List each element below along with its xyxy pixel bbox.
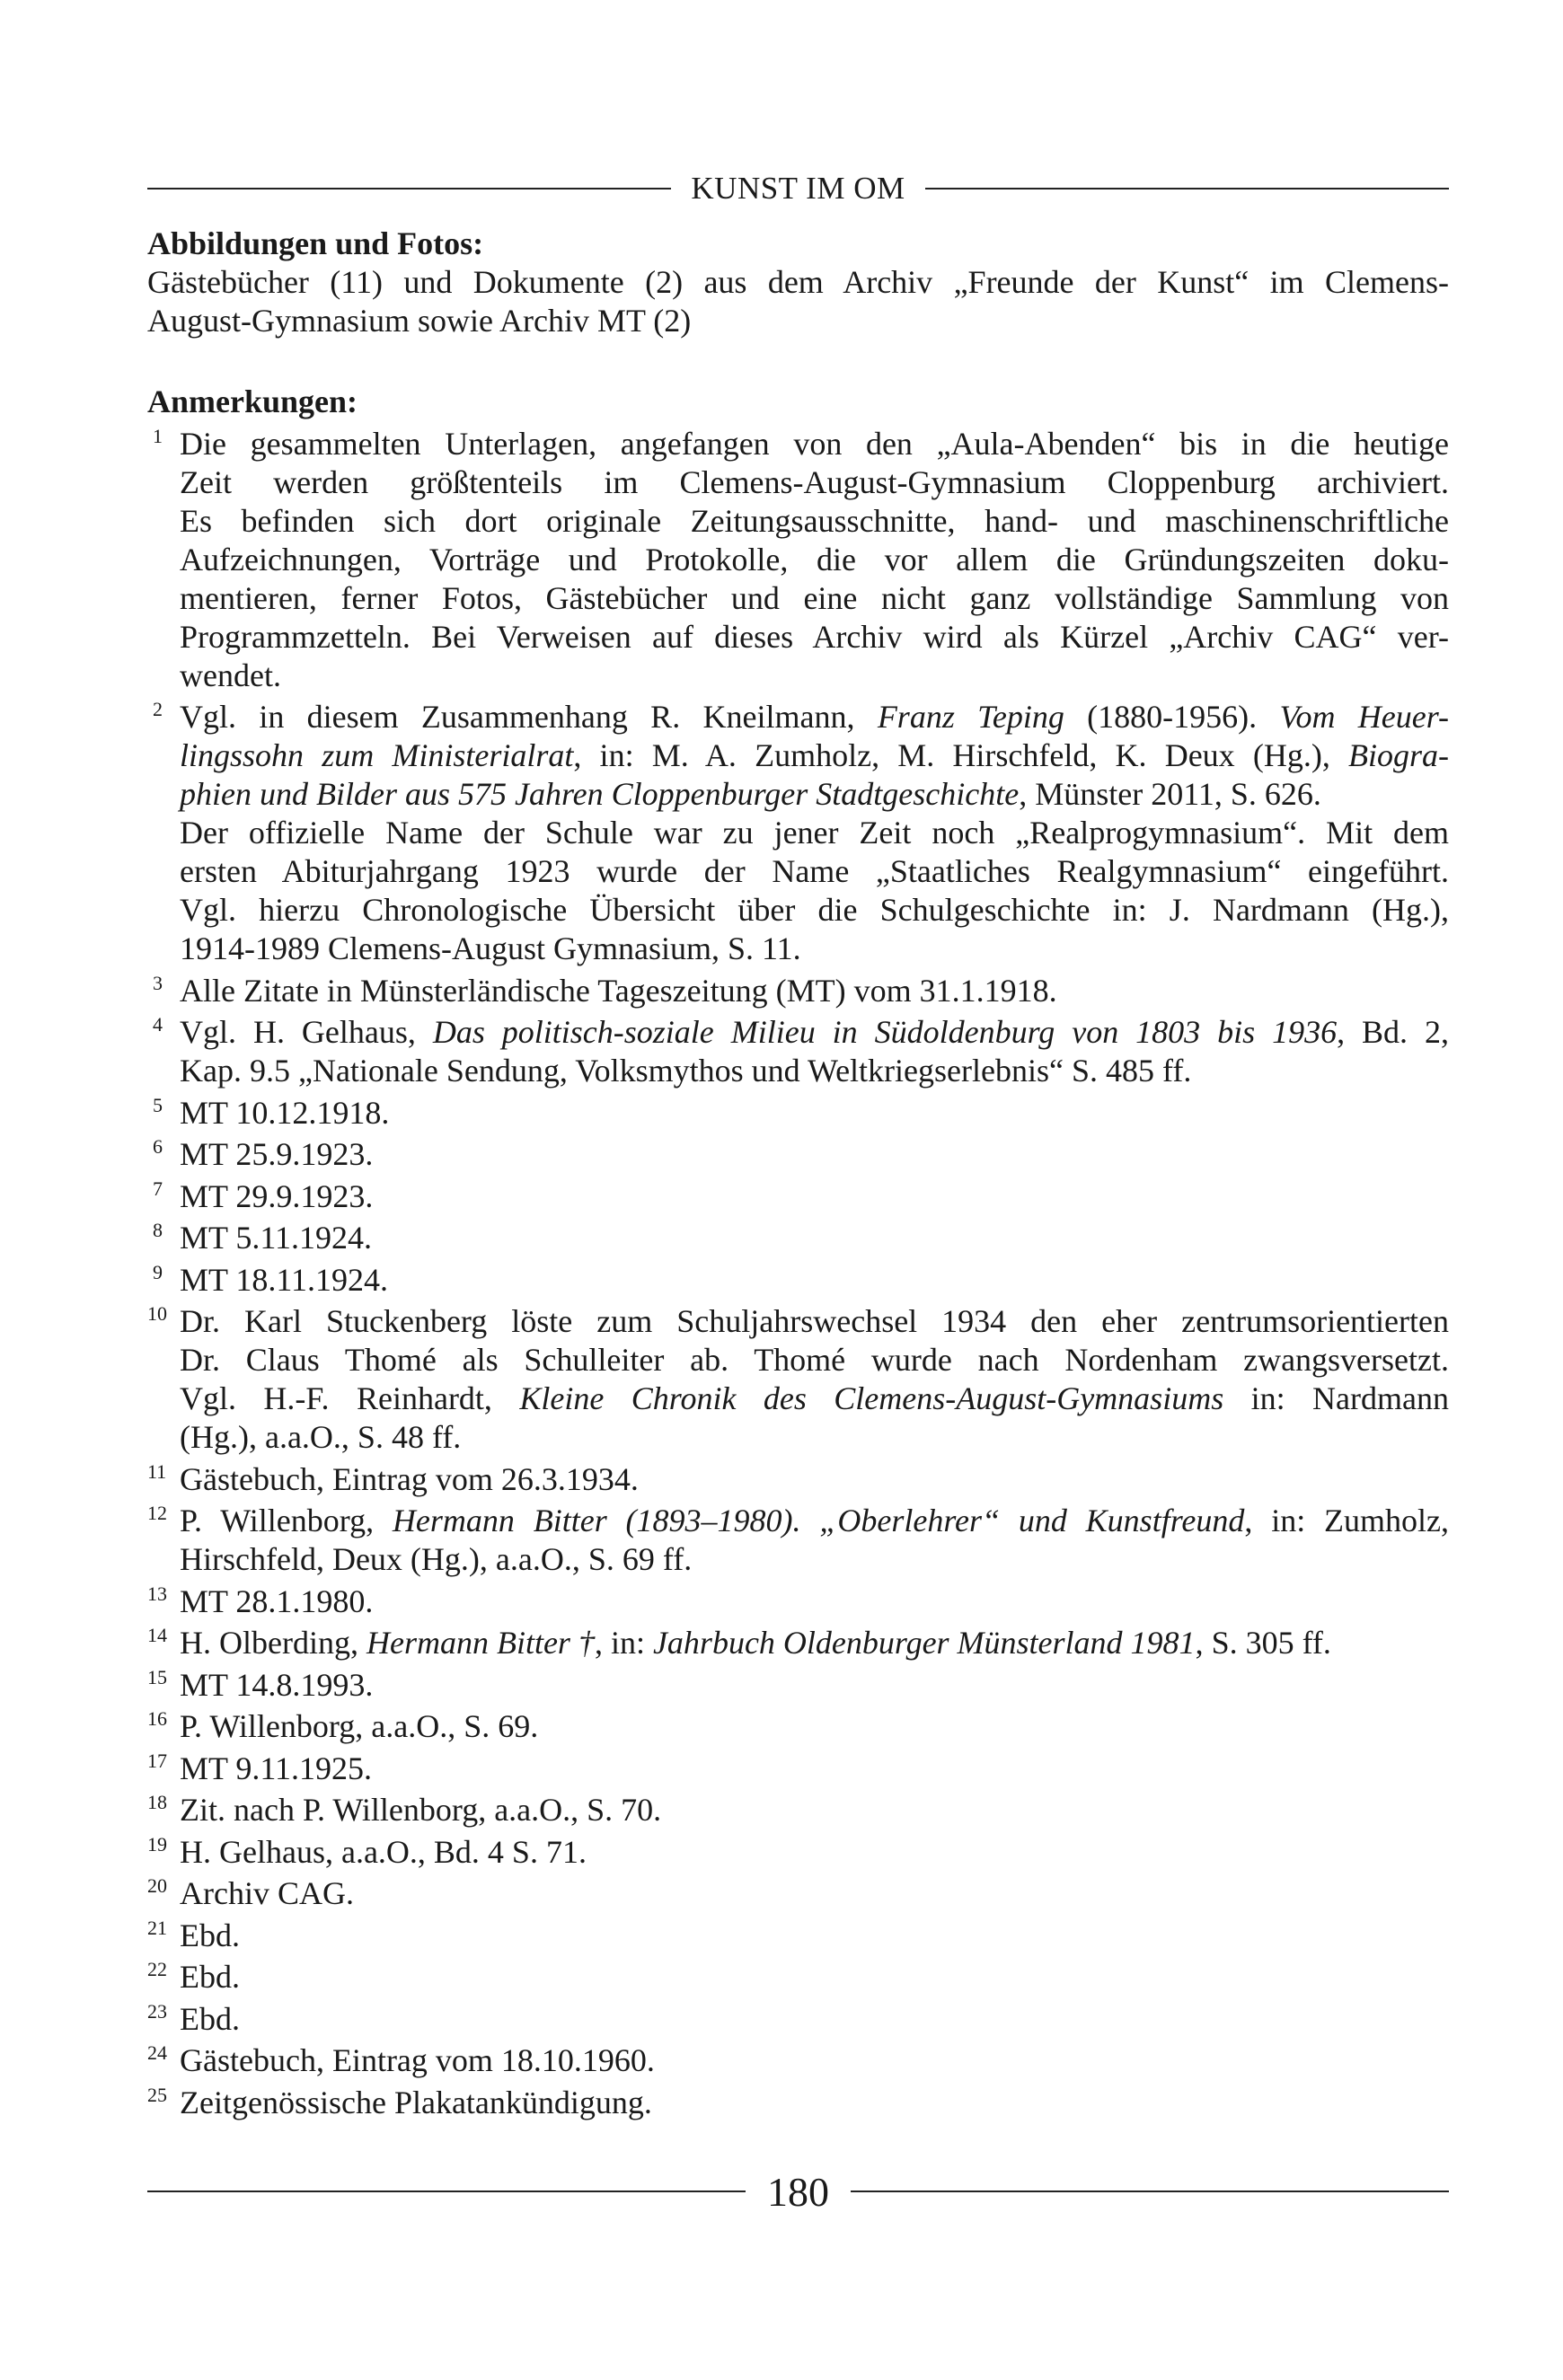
text-run: Dr. Karl Stuckenberg löste zum Schuljahrswechsel 1934 den eher zentrumsorientierten: [180, 1303, 1449, 1339]
running-head-title: KUNST IM OM: [691, 171, 905, 206]
text-run: , Bd. 2,: [1337, 1014, 1449, 1050]
footnote-line: [180, 2000, 1449, 2039]
text-run: , in:: [594, 1625, 653, 1661]
footnote: [147, 1666, 1449, 1705]
footnote: [147, 1135, 1449, 1174]
footnote: [147, 1177, 1449, 1216]
footnote-line: [180, 1094, 1449, 1133]
footnote-number: 21: [147, 1916, 167, 1939]
text-run: mentieren, ferner Fotos, Gästebücher und eine nicht ganz vollständige Sammlung von: [180, 579, 1449, 616]
text-run: MT 28.1.1980.: [180, 1582, 374, 1619]
footnote-line: [180, 2084, 1449, 2122]
footnote-number: 22: [147, 1958, 167, 1980]
footnote-number: 1: [153, 424, 163, 447]
footnote-line: [180, 1219, 1449, 1257]
footnote-number: 4: [153, 1013, 163, 1036]
italic-title: Biogra-: [1348, 737, 1449, 773]
footnote: [147, 1013, 1449, 1090]
footnote: [147, 1502, 1449, 1579]
text-run: Aufzeichnungen, Vorträge und Protokolle, die vor allem die Gründungszeiten doku-: [180, 541, 1449, 577]
footnote-line: [180, 930, 1449, 968]
text-run: MT 14.8.1993.: [180, 1666, 374, 1703]
running-header: [147, 167, 1449, 210]
footnote: [147, 1261, 1449, 1300]
footnote: [147, 425, 1449, 695]
images-line: Gästebücher (11) und Dokumente (2) aus dem Archiv „Freunde der Kunst“ im Clemens-: [147, 264, 1449, 300]
footnote-line: [180, 1341, 1449, 1380]
text-run: Programmzetteln. Bei Verweisen auf dieses Archiv wird als Kürzel „Archiv CAG“ ver-: [180, 618, 1449, 655]
text-run: H. Olberding,: [180, 1625, 366, 1661]
footnote-number: 9: [153, 1260, 163, 1283]
italic-title: Kleine Chronik des Clemens-August-Gymnasiums: [519, 1380, 1224, 1416]
footnote-line: [180, 1540, 1449, 1579]
text-run: Ebd.: [180, 2000, 240, 2037]
footnote-line: [180, 1261, 1449, 1300]
footnote: [147, 1460, 1449, 1499]
text-run: Zeit werden größtenteils im Clemens-August-Gymnasium Cloppenburg archiviert.: [180, 463, 1449, 500]
notes-list: [147, 425, 1449, 2122]
italic-title: phien und Bilder aus 575 Jahren Cloppenburger Stadtgeschichte: [180, 776, 1020, 812]
text-run: MT 10.12.1918.: [180, 1094, 390, 1131]
text-run: H. Gelhaus, a.a.O., Bd. 4 S. 71.: [180, 1833, 587, 1870]
footnote-line: [180, 852, 1449, 891]
text-run: MT 18.11.1924.: [180, 1261, 389, 1298]
italic-title: Franz Teping: [877, 699, 1064, 735]
text-run: Gästebuch, Eintrag vom 18.10.1960.: [180, 2042, 655, 2078]
text-run: MT 5.11.1924.: [180, 1220, 373, 1256]
footnote-number: 14: [147, 1624, 167, 1646]
text-run: Zeitgenössische Plakatankündigung.: [180, 2084, 652, 2120]
footnote-line: [180, 698, 1449, 736]
footnote-number: 20: [147, 1874, 167, 1897]
text-run: P. Willenborg, a.a.O., S. 69.: [180, 1708, 539, 1744]
footnote: [147, 972, 1449, 1010]
italic-title: Das politisch-soziale Milieu in Südoldenburg von 1803 bis 1936: [432, 1014, 1338, 1050]
notes-section: [147, 383, 1449, 2122]
text-run: , S. 305 ff.: [1195, 1625, 1331, 1661]
footnote-number: 23: [147, 1999, 167, 2023]
text-run: Kap. 9.5 „Nationale Sendung, Volksmythos und Weltkriegserlebnis“ S. 485 ff.: [180, 1053, 1192, 1089]
footnote: [147, 2041, 1449, 2080]
footnote-number: 5: [153, 1093, 163, 1116]
footnote: [147, 698, 1449, 968]
footnote-line: [180, 1502, 1449, 1540]
footnote-line: [180, 1460, 1449, 1499]
text-run: Die gesammelten Unterlagen, angefangen von den „Aula-Abenden“ bis in die heutige: [180, 425, 1449, 462]
footnote-line: [180, 1624, 1449, 1662]
footnote-line: [180, 1707, 1449, 1746]
footnote-line: [180, 425, 1449, 463]
text-run: MT 9.11.1925.: [180, 1750, 373, 1786]
footnote-line: [180, 657, 1449, 695]
footnote-line: [180, 891, 1449, 930]
text-run: Ebd.: [180, 1917, 240, 1953]
text-run: 1914-1989 Clemens-August Gymnasium, S. 11.: [180, 930, 801, 966]
italic-title: Hermann Bitter (1893–1980). „Oberlehrer“ und Kunstfreund: [392, 1503, 1245, 1538]
footnote-line: [180, 1666, 1449, 1705]
text-run: (Hg.), a.a.O., S. 48 ff.: [180, 1419, 462, 1455]
notes-heading: Anmerkungen:: [147, 383, 358, 419]
footnote: [147, 1750, 1449, 1788]
images-heading: Abbildungen und Fotos:: [147, 225, 484, 261]
footnote-number: 25: [147, 2083, 167, 2106]
header-rule-left: [147, 188, 671, 190]
footnote-line: [180, 1418, 1449, 1457]
footnote-number: 2: [153, 698, 163, 720]
text-run: MT 25.9.1923.: [180, 1136, 374, 1172]
footnote: [147, 1624, 1449, 1662]
footnote-line: [180, 1135, 1449, 1174]
footnote-number: 18: [147, 1791, 167, 1813]
text-run: (1880-1956).: [1064, 699, 1280, 735]
footnote-line: [180, 1833, 1449, 1872]
footnote-line: [180, 1052, 1449, 1090]
footnote-number: 6: [153, 1135, 163, 1158]
footnote-number: 11: [147, 1459, 167, 1483]
page-number: 180: [767, 2168, 829, 2215]
footnote: [147, 1094, 1449, 1133]
footnote-number: 24: [147, 2041, 167, 2064]
text-run: MT 29.9.1923.: [180, 1177, 374, 1214]
italic-title: lingssohn zum Ministerialrat: [180, 737, 574, 773]
text-run: , in: M. A. Zumholz, M. Hirschfeld, K. Deux (Hg.),: [573, 737, 1348, 773]
footnote: [147, 1707, 1449, 1746]
header-rule-right: [925, 188, 1449, 190]
text-run: Vgl. H.-F. Reinhardt,: [180, 1380, 520, 1416]
images-section: [147, 225, 1449, 340]
footnote: [147, 1833, 1449, 1872]
text-run: Archiv CAG.: [180, 1875, 354, 1911]
footnote: [147, 1582, 1449, 1621]
page-footer: [147, 2164, 1449, 2218]
text-run: Vgl. H. Gelhaus,: [180, 1014, 433, 1050]
footnote-line: [180, 502, 1449, 541]
italic-title: Vom Heuer-: [1279, 699, 1450, 735]
text-run: , in: Zumholz,: [1244, 1503, 1449, 1538]
text-run: Vgl. hierzu Chronologische Übersicht über die Schulgeschichte in: J. Nardmann (Hg.),: [180, 892, 1449, 928]
images-line: August-Gymnasium sowie Archiv MT (2): [147, 303, 692, 339]
footnote-number: 16: [147, 1707, 167, 1730]
footnote-line: [180, 1791, 1449, 1829]
footnote-line: [180, 736, 1449, 775]
footnote-line: [180, 579, 1449, 618]
footer-rule-left: [147, 2190, 746, 2192]
footnote-line: [180, 1302, 1449, 1341]
text-run: Alle Zitate in Münsterländische Tageszeitung (MT) vom 31.1.1918.: [180, 972, 1057, 1009]
footnote-line: [180, 1582, 1449, 1621]
text-run: Dr. Claus Thomé als Schulleiter ab. Thomé wurde nach Nordenham zwangsversetzt.: [180, 1342, 1449, 1378]
text-run: Gästebuch, Eintrag vom 26.3.1934.: [180, 1460, 639, 1497]
text-run: Hirschfeld, Deux (Hg.), a.a.O., S. 69 ff.: [180, 1541, 693, 1577]
text-run: wendet.: [180, 657, 281, 693]
footnote: [147, 1219, 1449, 1257]
footnote-line: [180, 1013, 1449, 1052]
footnote-line: [180, 1958, 1449, 1997]
footnote-line: [180, 2041, 1449, 2080]
footnote: [147, 1917, 1449, 1955]
footnote-number: 8: [153, 1219, 163, 1241]
footnote-number: 17: [147, 1749, 167, 1772]
text-run: Der offizielle Name der Schule war zu jener Zeit noch „Realprogymnasium“. Mit dem: [180, 815, 1449, 851]
footnote-line: [180, 775, 1449, 814]
text-run: Zit. nach P. Willenborg, a.a.O., S. 70.: [180, 1792, 662, 1828]
italic-title: Jahrbuch Oldenburger Münsterland 1981: [652, 1625, 1196, 1661]
text-run: Ebd.: [180, 1959, 240, 1995]
footnote-line: [180, 814, 1449, 852]
footnote-number: 19: [147, 1832, 167, 1856]
footnote-line: [180, 1380, 1449, 1418]
footnote: [147, 1874, 1449, 1913]
italic-title: Hermann Bitter †: [366, 1625, 595, 1661]
footnote-number: 7: [153, 1177, 163, 1200]
footnote-number: 15: [147, 1665, 167, 1688]
footnote-line: [180, 1177, 1449, 1216]
footnote-line: [180, 1750, 1449, 1788]
footnote-number: 13: [147, 1582, 167, 1605]
footnote: [147, 1791, 1449, 1829]
footnote: [147, 1958, 1449, 1997]
footer-rule-right: [851, 2190, 1449, 2192]
text-run: Vgl. in diesem Zusammenhang R. Kneilmann,: [180, 699, 878, 735]
footnote-line: [180, 1874, 1449, 1913]
footnote-number: 3: [153, 971, 163, 994]
text-run: , Münster 2011, S. 626.: [1019, 776, 1321, 812]
footnote-line: [180, 1917, 1449, 1955]
text-run: in: Nardmann: [1223, 1380, 1449, 1416]
footnote-line: [180, 541, 1449, 579]
footnote-line: [180, 463, 1449, 502]
text-run: ersten Abiturjahrgang 1923 wurde der Name „Staatliches Realgymnasium“ eingeführt.: [180, 853, 1449, 889]
footnote-line: [180, 972, 1449, 1010]
footnote: [147, 2084, 1449, 2122]
text-run: Es befinden sich dort originale Zeitungsausschnitte, hand- und maschinenschriftliche: [180, 502, 1449, 539]
text-run: P. Willenborg,: [180, 1503, 393, 1538]
footnote: [147, 2000, 1449, 2039]
footnote-number: 12: [147, 1502, 167, 1524]
footnote-number: 10: [147, 1302, 167, 1325]
footnote-line: [180, 618, 1449, 657]
footnote: [147, 1302, 1449, 1457]
